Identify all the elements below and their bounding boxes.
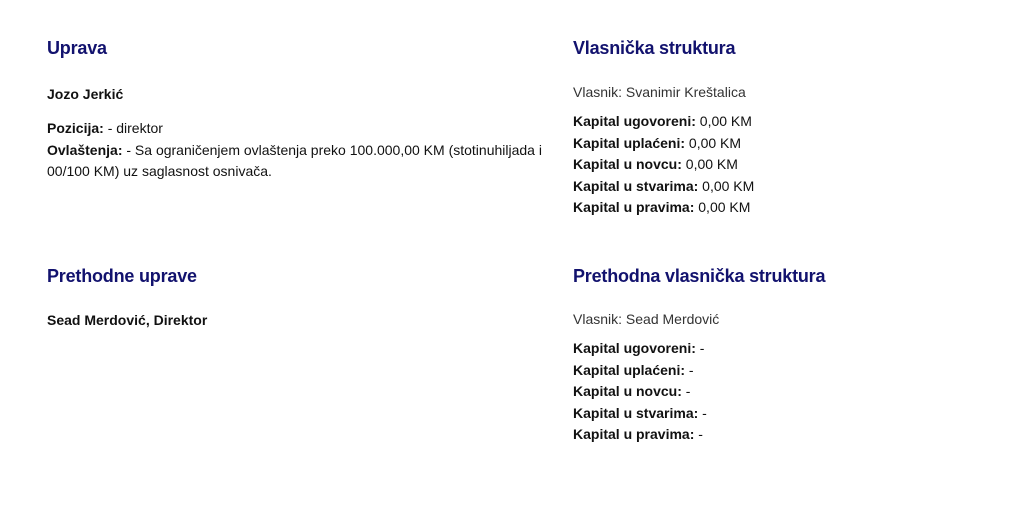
prethodne-uprave-heading: Prethodne uprave: [47, 266, 197, 286]
capital-row: [573, 403, 1024, 425]
capital-row: [573, 154, 1024, 176]
capital-row: [573, 424, 1024, 446]
capital-value: -: [702, 404, 707, 421]
capital-row: [573, 381, 1024, 403]
vlasnicka-section: [573, 37, 1024, 219]
previous-person: Sead Merdović, Direktor: [47, 312, 208, 328]
position-label: Pozicija:: [47, 120, 104, 136]
authority-value: - Sa ograničenjem ovlaštenja preko 100.000,00 KM (stotinuhiljada i 00/100 KM) uz saglasnost osnivača.: [47, 141, 542, 179]
uprava-section: [47, 37, 547, 183]
capital-value: 0,00 KM: [702, 177, 755, 194]
capital-row: [573, 197, 1024, 219]
capital-label: Kapital ugovoreni:: [573, 340, 696, 356]
capital-value: 0,00 KM: [688, 134, 742, 151]
authority-label: Ovlaštenja:: [47, 141, 123, 158]
capital-value: -: [688, 361, 694, 378]
prethodne-uprave-section: [47, 265, 547, 330]
position-value: - direktor: [107, 120, 163, 136]
position-line: [47, 118, 552, 140]
capital-value: -: [698, 426, 703, 442]
capital-row: [573, 111, 1024, 133]
authority-line: [47, 140, 552, 183]
capital-label: Kapital u pravima:: [573, 199, 695, 215]
capital-label: Kapital u novcu:: [573, 383, 682, 399]
capital-row: [573, 338, 1024, 360]
capital-label: Kapital u stvarima:: [573, 404, 699, 421]
prethodna-vlasnicka-heading: Prethodna vlasnička struktura: [573, 266, 826, 286]
capital-value: -: [699, 340, 705, 356]
capital-row: [573, 133, 1024, 155]
capital-label: Kapital u pravima:: [573, 426, 695, 442]
capital-row: [573, 176, 1024, 198]
uprava-heading: Uprava: [47, 38, 107, 58]
capital-value: 0,00 KM: [699, 113, 752, 129]
capital-label: Kapital u stvarima:: [573, 177, 699, 194]
capital-value: 0,00 KM: [698, 199, 751, 215]
capital-label: Kapital u novcu:: [573, 156, 682, 172]
vlasnicka-heading: Vlasnička struktura: [573, 38, 736, 58]
capital-label: Kapital uplaćeni:: [573, 134, 686, 151]
capital-value: -: [685, 383, 691, 399]
capital-value: 0,00 KM: [685, 156, 738, 172]
uprava-person: Jozo Jerkić: [47, 86, 124, 102]
prethodna-vlasnicka-section: [573, 265, 1024, 446]
previous-owner: Vlasnik: Sead Merdović: [573, 311, 720, 327]
capital-label: Kapital uplaćeni:: [573, 361, 686, 378]
capital-label: Kapital ugovoreni:: [573, 113, 696, 129]
capital-row: [573, 360, 1024, 382]
owner: Vlasnik: Svanimir Kreštalica: [573, 84, 746, 100]
